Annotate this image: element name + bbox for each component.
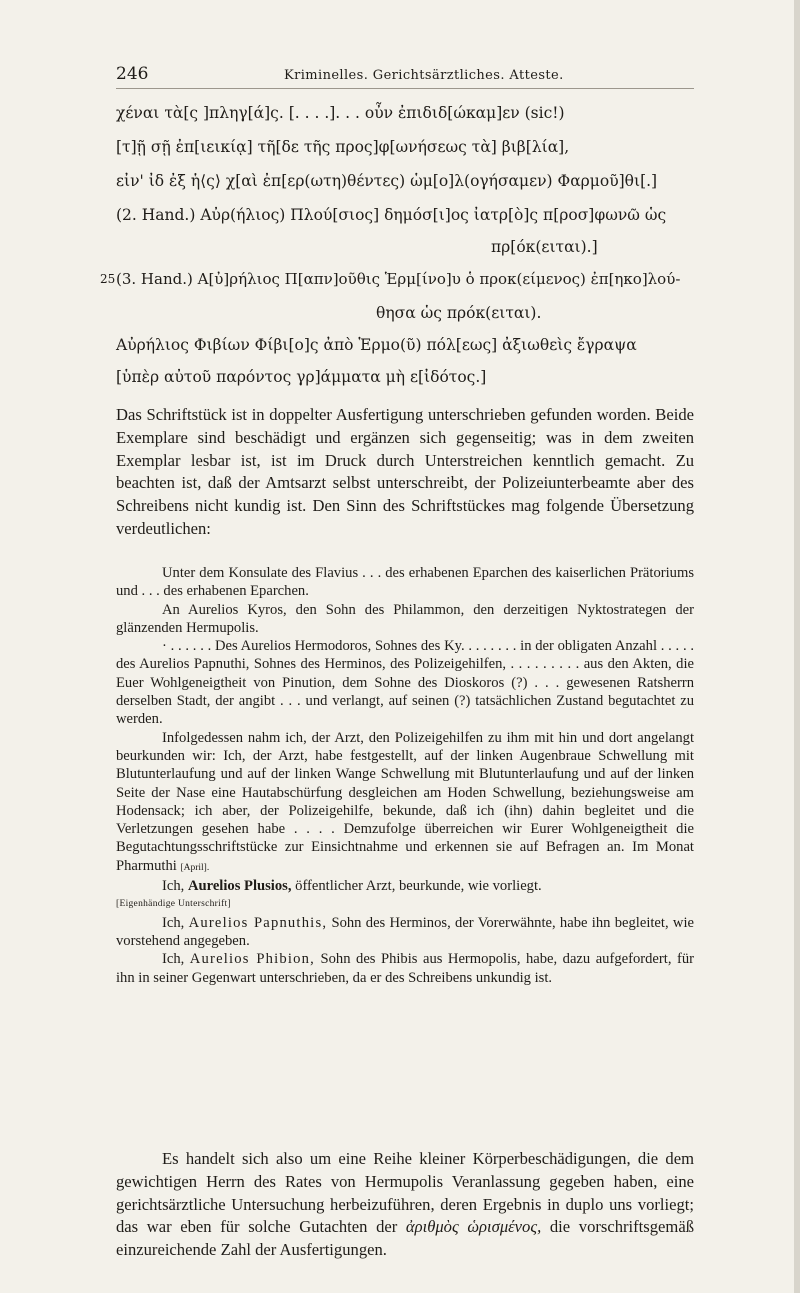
closing-text-end: die vorschriftsgemäß einzureichende Zahl der Ausfertigungen. (116, 1217, 694, 1260)
greek-line: [τ]ῇ σῇ ἐπ[ιεικίᾳ] τῆ[δε τῆς προς]φ[ωνήσεως τὰ] βιβ[λία], (116, 138, 570, 156)
running-head-title: Kriminelles. Gerichtsärztliches. Atteste. (284, 68, 564, 83)
signature-prefix: Ich, (162, 878, 185, 895)
signature-line (116, 877, 694, 895)
greek-line: εἰν' ἰδ ἐξ ἡ⟨ς⟩ χ[αὶ ἐπ[ερ(ωτη)θέντες) ὡμ[ο]λ(ογήσαμεν) Φαρμοῦ]θι[.] (116, 172, 658, 190)
greek-line: πρ[όκ(ειται).] (491, 238, 598, 256)
page-number: 246 (116, 64, 149, 84)
signature-text: Sohn des Phibis aus Hermopolis, habe, dazu aufgefordert, für ihn in seiner Gegenwart unterschrieben, da er des Schreibens unkundig ist. (116, 951, 694, 986)
month-note: [April]. (180, 862, 210, 873)
signature-note: [Eigenhändige Unterschrift] (116, 899, 231, 910)
translation-block (116, 564, 694, 987)
line-number: 25 (100, 272, 116, 286)
signature-line (116, 950, 694, 987)
signature-prefix: Ich, (162, 951, 185, 968)
greek-line: θησα ὡς πρόκ(ειται). (376, 304, 542, 322)
signature-text: Sohn des Herminos, der Vorerwähnte, habe ihn begleitet, wie vorstehend angegeben. (116, 914, 694, 949)
greek-line: Αὐρήλιος Φιβίων Φίβι[ο]ς ἀπὸ Ἑρμο(ῦ) πόλ[εως] ἀξιωθεὶς ἔγραψα (116, 336, 637, 354)
translation-paragraph (116, 729, 694, 877)
signer-name: Aurelios Papnuthis, (188, 914, 328, 931)
translation-text: Infolgedessen nahm ich, der Arzt, den Polizeigehilfen zu ihm mit hin und dort angelangt beurkunden wir: Ich, der Arzt, habe festgestellt, auf der linken Augenbraue Schwellung mit Blutunterlaufung und auf der linken Wange Schwellung mit Blutunterlaufung und auf der linken Seite der Nase eine Hautabschürfung desgleichen am Hoden Schwellung, beziehungsweise am Hodensack; ich aber, der Polizeigehilfe, bekunde, daß ich (ihn) dahin begleitet und die Verletzungen gesehen habe . . . . Demzufolge überreichen wir Eurer Wohlgeneigtheit die Begutachtungsschriftstücke zur Einsichtnahme und erkennen sie auf Befragen an. Im Monat Pharmuthi (116, 729, 694, 874)
translation-paragraph: Unter dem Konsulate des Flavius . . . des erhabenen Eparchen des kaiserlichen Prätoriums und . . . des erhabenen Eparchen. (116, 565, 694, 600)
translation-paragraph: · . . . . . . Des Aurelios Hermodoros, Sohnes des Ky. . . . . . . . in der obligaten Anzahl . . . . . des Aurelios Papnuthi, Sohnes des Herminos, des Polizeigehilfen, . . . . . . . . . aus den Akten, die Euer Wohlgeneigtheit von Pinution, dem Sohne des Dioskoros (?) . . . gewesenen Ratsherrn derselben Stadt, der angibt . . . und verlangt, auf seinen (?) tatsächlichen Zustand begutachtet zu werden. (116, 638, 694, 728)
greek-line: (2. Hand.) Αὐρ(ήλιος) Πλού[σιος] δημόσ[ι]ος ἰατρ[ὸ]ς π[ροσ]φωνῶ ὡς (116, 206, 667, 224)
translation-paragraph: An Aurelios Kyros, den Sohn des Philammon, den derzeitigen Nyktostrategen der glänzenden Hermupolis. (116, 601, 694, 636)
intro-paragraph: Das Schriftstück ist in doppelter Ausfertigung unterschrieben gefunden worden. Beide Exemplare sind beschädigt und ergänzen sich gegenseitig; was in dem zweiten Exemplar lesbar ist, ist im Druck durch Unterstreichen kenntlich gemacht. Zu beachten ist, daß der Amtsarzt selbst unterschreibt, der Polizeiunterbeamte aber des Schreibens nicht kundig ist. Den Sinn des Schriftstückes mag folgende Übersetzung verdeutlichen: (116, 405, 694, 538)
closing-text: Es handelt sich also um eine Reihe kleiner Körperbeschädigungen, die dem gewichtigen Herrn des Rates von Hermupolis Veranlassung gegeben haben, eine gerichtsärztliche Untersuchung herbeizuführen, deren Ergebnis in duplo uns vorliegt; das war eben für solche Gutachten der (116, 1149, 694, 1237)
running-header (116, 60, 694, 89)
signature-text: öffentlicher Arzt, beurkunde, wie vorliegt. (295, 878, 542, 895)
greek-line: (3. Hand.) Α[ὐ]ρήλιος Π[απν]οῦθις Ἑρμ[ίνο]υ ὁ προκ(είμενος) ἐπ[ηκο]λού- (116, 270, 681, 288)
page-edge (794, 0, 800, 1293)
signer-name: Aurelios Phibion, (189, 951, 316, 968)
greek-line: χέναι τὰ[ς ]πληγ[ά]ς. [. . . .]. . . οὖν ἐπιδιδ[ώκαμ]εν (sic!) (116, 104, 565, 122)
greek-line: [ὑπὲρ αὐτοῦ παρόντος γρ]άμματα μὴ ε[ἰδότος.] (116, 368, 487, 386)
closing-paragraph (116, 1148, 694, 1262)
signer-name: Aurelios Plusios, (187, 878, 292, 895)
signature-prefix: Ich, (162, 914, 185, 931)
signature-line (116, 914, 694, 951)
greek-phrase: ἀριθμὸς ὡρισμένος, (405, 1217, 542, 1237)
